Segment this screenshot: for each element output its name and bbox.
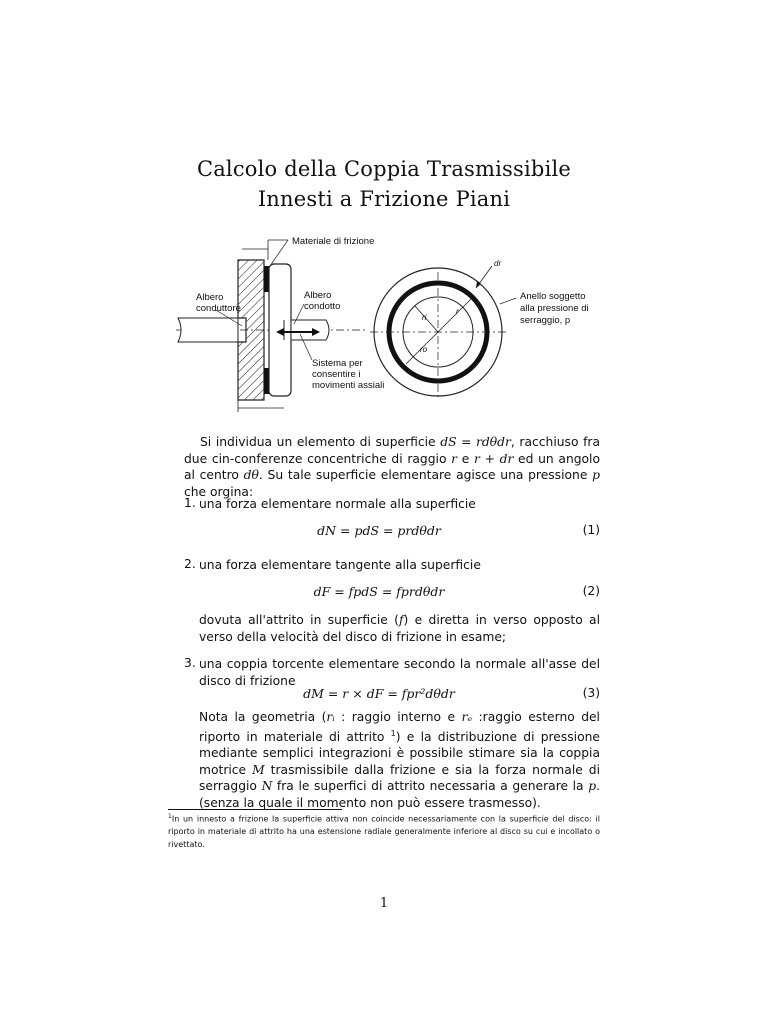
item-2-after-b: ) e diretta in verso opposto al verso della velocità del disco di frizione in esame; [199, 613, 601, 644]
label-ro: ro [420, 345, 428, 354]
page-title-line-1: Calcolo della Coppia Trasmissibile [196, 157, 572, 181]
label-sistema-3: movimenti assiali [312, 380, 385, 391]
list-item-1-number: 1. [184, 496, 196, 510]
label-albero-conduttore-1: Albero [196, 292, 224, 303]
clutch-figure [176, 222, 616, 422]
label-albero-conduttore-2: conduttore [196, 303, 241, 314]
footnote [168, 811, 600, 851]
label-albero-condotto-1: Albero [304, 290, 332, 301]
item-3-after-d: ) e la distribuzione di pressione mediante semplici integrazioni è possibile stimare sia la coppia motrice [199, 729, 600, 777]
equation-1-number: (1) [582, 523, 600, 537]
label-materiale: Materiale di frizione [292, 236, 375, 247]
intro-math-ds: dS = rdθdr [440, 435, 511, 449]
equation-3-number: (3) [582, 686, 600, 700]
page-number: 1 [379, 896, 389, 911]
item-3-after-g: . (senza la quale il momento non può essere trasmesso). [199, 779, 600, 810]
intro-text-5: . Su tale superficie elementare agisce una pressione [258, 468, 593, 482]
item-2-after-a: dovuta all'attrito in superficie ( [199, 613, 399, 627]
equation-1 [199, 523, 600, 541]
equation-1-formula: dN = pdS = prdθdr [317, 523, 441, 538]
list-item-1-text: una forza elementare normale alla superficie [199, 497, 476, 511]
item-2-math-f: f [398, 613, 404, 627]
footnote-text: In un innesto a frizione la superficie attiva non coincide necessariamente con la superficie del disco: il riporto in materiale di attrito ha una estensione radiale generalmente inferiore al disco su cui e incollato o rivettato. [168, 814, 600, 849]
equation-2 [199, 584, 600, 602]
item-3-after-a: Nota la geometria ( [199, 710, 327, 724]
footnote-rule [168, 809, 342, 810]
item-3-after-e: trasmissibile dalla frizione e sia la forza normale di serraggio [199, 762, 600, 794]
item-3-math-ri: rᵢ [326, 710, 335, 724]
list-item-2-explanation [199, 612, 600, 645]
label-ri: ri [422, 313, 427, 322]
item-3-after-c: :raggio esterno del riporto in materiale di attrito [199, 710, 600, 744]
list-item-3-number: 3. [184, 656, 196, 670]
label-sistema-2: consentire i [312, 369, 361, 380]
intro-math-r: r [451, 451, 458, 466]
list-item-3-explanation [199, 709, 600, 811]
equation-2-formula: dF = fpdS = fprdθdr [313, 584, 445, 599]
label-sistema-1: Sistema per [312, 358, 363, 369]
footnote-reference[interactable]: 1 [390, 728, 396, 738]
intro-math-p: p [592, 468, 600, 482]
list-item-3-text: una coppia torcente elementare secondo la normale all'asse del disco di frizione [199, 657, 600, 688]
equation-2-number: (2) [582, 584, 600, 598]
intro-text-2: , racchiuso fra due cin-conferenze concentriche di raggio [184, 435, 600, 466]
intro-text-1: Si individua un elemento di superficie [200, 435, 441, 449]
intro-math-dtheta: dθ [243, 468, 259, 482]
page-title-line-2: Innesti a Frizione Piani [257, 187, 511, 211]
label-anello-2: alla pressione di [520, 303, 589, 314]
label-anello-1: Anello soggetto [520, 291, 586, 302]
item-3-after-f: fra le superfici di attrito necessaria a generare la [272, 779, 589, 794]
intro-math-rdr: r + dr [474, 451, 514, 466]
label-albero-condotto-2: condotto [304, 301, 341, 312]
item-3-math-m: M [252, 762, 265, 777]
list-item-2-number: 2. [184, 557, 196, 571]
item-3-after-b: : raggio interno e [334, 710, 462, 724]
footnote-mark: 1 [168, 813, 172, 820]
equation-3-formula: dM = r × dF = fpr²dθdr [303, 686, 455, 701]
intro-text-6: che orgina: [184, 484, 254, 499]
list-item-2-text: una forza elementare tangente alla superficie [199, 558, 481, 572]
intro-paragraph [184, 434, 600, 500]
label-anello-3: serraggio, p [520, 315, 571, 326]
label-r: r [456, 307, 459, 316]
item-3-math-p: p [588, 779, 597, 794]
item-3-math-re: rₑ [461, 710, 473, 724]
intro-text-3: e [457, 451, 475, 466]
clutch-front-view [370, 266, 516, 398]
label-dr: dr [494, 259, 502, 268]
equation-3 [199, 686, 600, 704]
item-3-math-n: N [261, 779, 273, 794]
intro-text-4: ed un angolo al centro [184, 451, 601, 482]
